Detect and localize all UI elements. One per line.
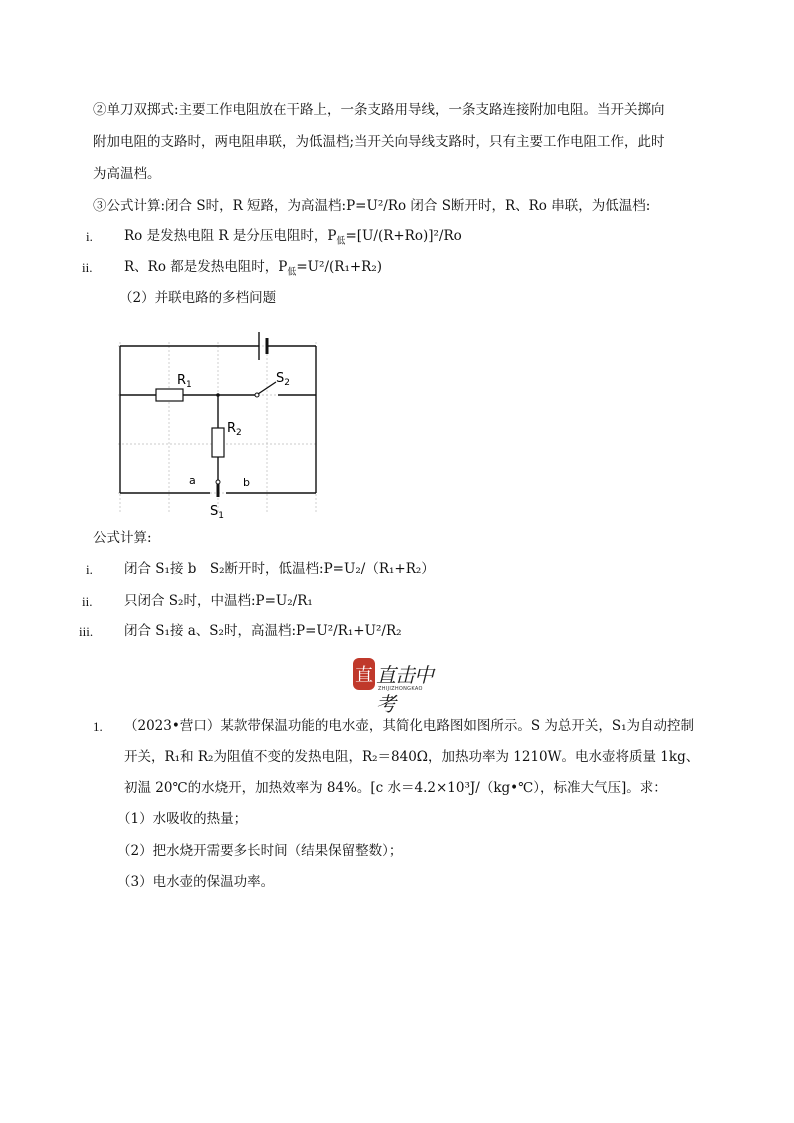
label-s2: $S_2$: [276, 371, 290, 388]
formula-item: 闭合 S₁接 b S₂断开时，低温档:P=U₂/（R₁+R₂）: [124, 561, 435, 577]
section-heading: （2）并联电路的多档问题: [119, 290, 277, 306]
paragraph-line: ②单刀双掷式:主要工作电阻放在干路上，一条支路用导线，一条支路连接附加电阻。当开关掷向: [93, 102, 665, 118]
paragraph-line: 附加电阻的支路时，两电阻串联，为低温档;当开关向导线支路时，只有主要工作电阻工作，此时: [93, 134, 665, 150]
switch-s1-pivot: [216, 480, 220, 484]
junction-dot: [216, 393, 220, 397]
question-line: （2023•营口）某款带保温功能的电水壶，其简化电路图如图所示。S 为总开关，S₁为自动控制: [124, 718, 695, 734]
question-line: 开关，R₁和 R₂为阻值不变的发热电阻，R₂＝840Ω，加热功率为 1210W。电水壶将质量 1kg、: [124, 749, 700, 765]
question-line: 初温 20℃的水烧开，加热效率为 84%。[c 水＝4.2×10³J/（kg•℃），标准大气压]。求：: [124, 780, 667, 796]
list-item: R、Ro 都是发热电阻时，$P_低=U^2/(R_1+R_2)$: [124, 259, 383, 278]
logo-subtitle: ZHIJIZHONGKAO: [378, 686, 423, 692]
resistor-r1: [156, 389, 183, 401]
svg-text:直: 直: [355, 665, 373, 686]
list-marker: iii.: [79, 624, 94, 639]
list-marker: ii.: [82, 260, 93, 275]
logo-title: 直击中考: [376, 663, 433, 716]
question-part: （2）把水烧开需要多长时间（结果保留整数）；: [117, 843, 403, 859]
parallel-circuit-diagram: [112, 322, 328, 522]
paragraph-line: 为高温档。: [93, 166, 161, 182]
label-b: b: [243, 476, 250, 489]
logo: [352, 655, 442, 716]
list-marker: i.: [86, 229, 93, 244]
list-marker: ii.: [82, 594, 93, 609]
wires: [120, 346, 316, 493]
label-a: a: [189, 474, 196, 487]
list-item: Ro 是发热电阻 R 是分压电阻时，$P_低=[U/(R+Ro)]^2/Ro$: [124, 228, 462, 247]
formula-heading: 公式计算:: [93, 530, 152, 546]
formula-item: 闭合 S₁接 a、S₂时，高温档:P=U²/R₁+U²/R₂: [124, 623, 402, 639]
label-r2: $R_2$: [227, 421, 242, 438]
label-r1: $R_1$: [177, 373, 192, 390]
formula-paragraph: ③公式计算:闭合 S时，R 短路，为高温档:P=U²/Ro 闭合 S断开时，R、Ro 串联，为低温档:: [93, 198, 651, 214]
question-part: （3）电水壶的保温功率。: [117, 874, 275, 890]
list-marker: i.: [86, 562, 93, 577]
resistor-r2: [212, 428, 224, 457]
label-s1: $S_1$: [210, 504, 224, 521]
formula-item: 只闭合 S₂时，中温档:P=U₂/R₁: [124, 593, 313, 609]
question-number: 1.: [93, 719, 103, 734]
question-part: （1）水吸收的热量；: [117, 811, 248, 827]
